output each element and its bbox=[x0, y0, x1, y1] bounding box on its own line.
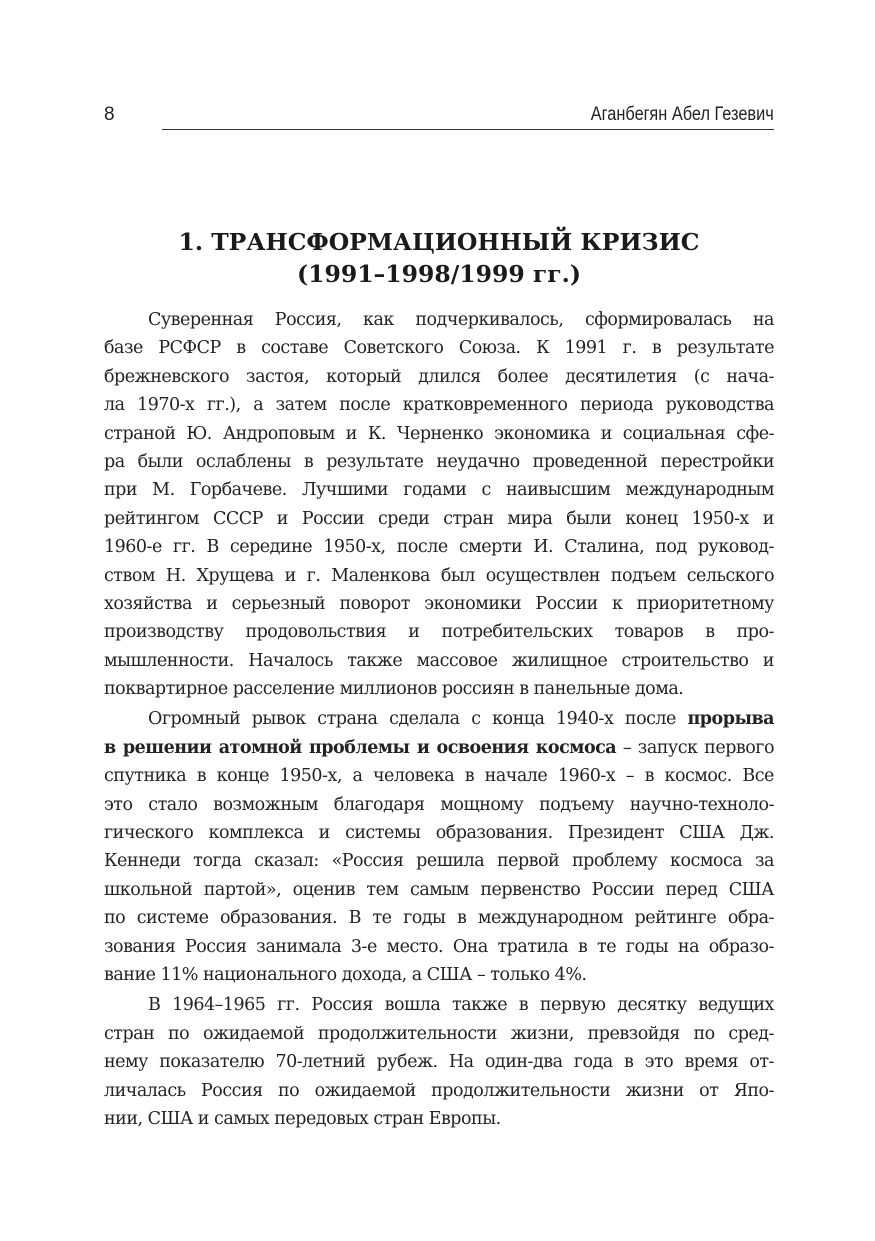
chapter-title-line-1: 1. ТРАНСФОРМАЦИОННЫЙ КРИЗИС bbox=[178, 228, 700, 256]
text-line bbox=[104, 734, 774, 762]
text-run: – запуск первого bbox=[616, 737, 774, 758]
text-line: ра были ослаблены в результате неудачно проведенной перестройки bbox=[104, 451, 774, 472]
paragraph-2 bbox=[104, 705, 774, 989]
bold-emphasis: в решении атомной проблемы и освоения космоса bbox=[104, 737, 617, 758]
text-run: Огромный рывок страна сделала с конца 1940-х после bbox=[148, 709, 688, 730]
paragraph-3 bbox=[104, 991, 774, 1133]
text-line: ла 1970-х гг.), а затем после кратковременного периода руководства bbox=[104, 395, 774, 416]
text-line: школьной партой», оценив тем самым первенство России перед США bbox=[104, 879, 774, 900]
text-line: нии, США и самых передовых стран Европы. bbox=[104, 1108, 501, 1129]
text-line: нему показателю 70-летний рубеж. На один-два года в это время от- bbox=[104, 1052, 774, 1073]
text-line: по системе образования. В те годы в международном рейтинге обра- bbox=[104, 908, 774, 929]
text-line: стран по ожидаемой продолжительности жизни, превзойдя по сред- bbox=[104, 1023, 774, 1044]
text-line: ством Н. Хрущева и г. Маленкова был осуществлен подъем сельского bbox=[104, 565, 774, 586]
text-line: производству продовольствия и потребительских товаров в про- bbox=[104, 622, 774, 643]
page-number: 8 bbox=[104, 104, 115, 125]
text-line: 1960-е гг. В середине 1950-х, после смерти И. Сталина, под руковод- bbox=[104, 537, 774, 558]
text-line: гического комплекса и системы образования. Президент США Дж. bbox=[104, 823, 774, 844]
chapter-title bbox=[104, 226, 774, 290]
text-line: хозяйства и серьезный поворот экономики России к приоритетному bbox=[104, 593, 774, 614]
text-line: зования Россия занимала 3-е место. Она тратила в те годы на образо- bbox=[104, 936, 774, 957]
text-line: поквартирное расселение миллионов россиян в панельные дома. bbox=[104, 679, 684, 700]
chapter-title-line-2: (1991–1998/1999 гг.) bbox=[297, 260, 581, 288]
header-rule bbox=[162, 129, 774, 130]
running-header bbox=[104, 100, 774, 130]
text-line: личалась Россия по ожидаемой продолжительности жизни от Япо- bbox=[104, 1080, 774, 1101]
text-line: спутника в конце 1950-х, а человека в начале 1960-х – в космос. Все bbox=[104, 766, 774, 787]
text-line: при М. Горбачеве. Лучшими годами с наивысшим международным bbox=[104, 480, 774, 501]
text-line: это стало возможным благодаря мощному подъему научно-техноло- bbox=[104, 794, 774, 815]
text-line: рейтингом СССР и России среди стран мира были конец 1950-х и bbox=[104, 508, 774, 529]
text-line: страной Ю. Андроповым и К. Черненко экономика и социальная сфе- bbox=[104, 423, 774, 444]
bold-emphasis: прорыва bbox=[687, 709, 774, 730]
running-title: Аганбегян Абел Гезевич bbox=[591, 104, 774, 125]
paragraph-1 bbox=[104, 306, 774, 703]
text-line: В 1964–1965 гг. Россия вошла также в первую десятку ведущих bbox=[148, 995, 774, 1016]
text-line bbox=[104, 705, 774, 733]
text-line: вание 11% национального дохода, а США – только 4%. bbox=[104, 964, 587, 985]
text-line: брежневского застоя, который длился более десятилетия (с нача- bbox=[104, 366, 774, 387]
text-line: базе РСФСР в составе Советского Союза. К 1991 г. в результате bbox=[104, 338, 774, 359]
text-line: мышленности. Началось также массовое жилищное строительство и bbox=[104, 650, 774, 671]
body-text bbox=[104, 306, 774, 1133]
text-line: Суверенная Россия, как подчеркивалось, сформировалась на bbox=[148, 310, 774, 330]
text-line: Кеннеди тогда сказал: «Россия решила первой проблему космоса за bbox=[104, 851, 774, 872]
